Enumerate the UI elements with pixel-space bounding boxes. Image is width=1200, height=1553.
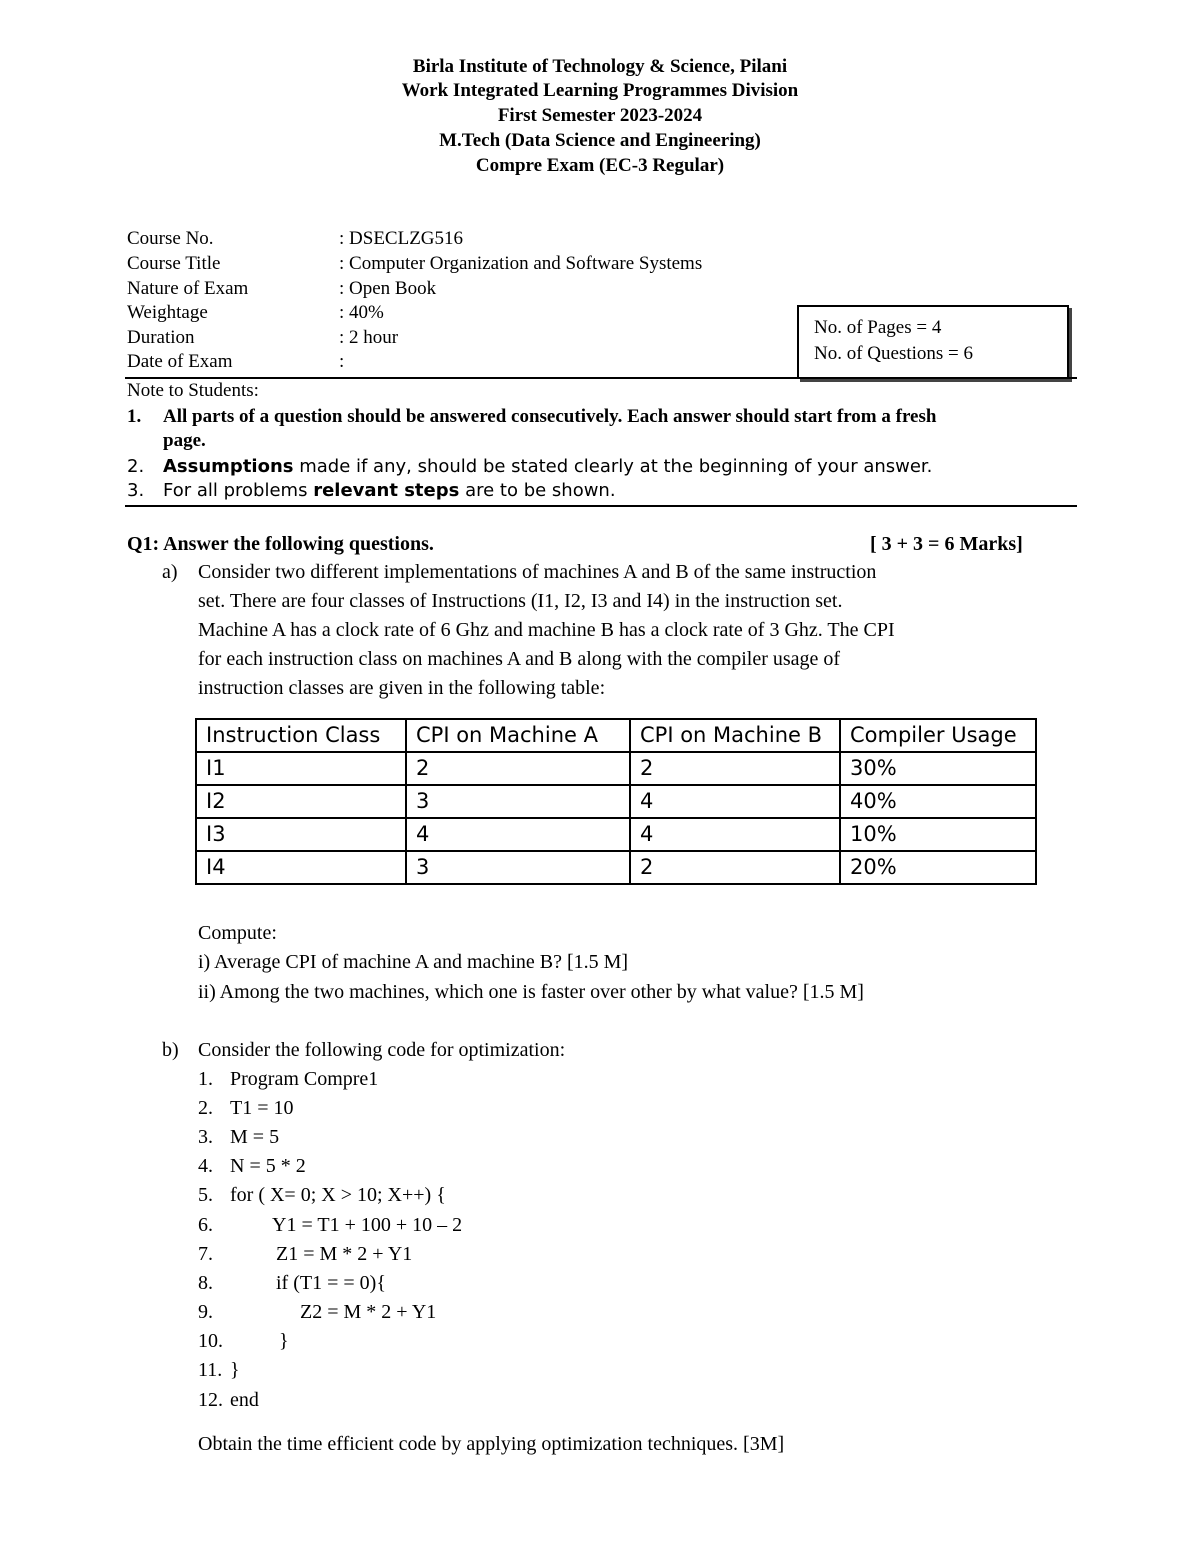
table-cell: 2 — [406, 752, 630, 785]
note-1-text-cont: page. — [163, 430, 206, 451]
q1a-line-1: Consider two different implementations of machines A and B of the same instruction — [198, 561, 877, 583]
compute-part-i: i) Average CPI of machine A and machine B? [1.5 M] — [198, 951, 629, 973]
note-2-bold: Assumptions — [163, 456, 294, 477]
table-header-row — [196, 719, 1036, 752]
header-cpi-b: CPI on Machine B — [630, 719, 840, 752]
note-2-text: made if any, should be stated clearly at the beginning of your answer. — [293, 456, 933, 477]
duration-value: : 2 hour — [339, 327, 399, 348]
note-3-pre: For all problems — [163, 480, 314, 501]
header-cpi-a: CPI on Machine A — [406, 719, 630, 752]
code-line: M = 5 — [230, 1126, 280, 1148]
table-cell: 3 — [406, 851, 630, 884]
compute-part-ii: ii) Among the two machines, which one is faster over other by what value? [1.5 M] — [198, 981, 864, 1003]
exam-nature-value: : Open Book — [339, 278, 437, 299]
q1b-task: Obtain the time efficient code by applying optimization techniques. [3M] — [198, 1433, 785, 1455]
table-cell: I1 — [196, 752, 406, 785]
q1b-intro: Consider the following code for optimization: — [198, 1039, 566, 1061]
weightage-value: : 40% — [339, 302, 384, 323]
page-count: No. of Pages = 4 — [814, 317, 942, 338]
q1b-label: b) — [162, 1039, 179, 1061]
code-line: Z2 = M * 2 + Y1 — [300, 1301, 437, 1323]
table-cell: I3 — [196, 818, 406, 851]
table-cell: 2 — [630, 752, 840, 785]
table-cell: I2 — [196, 785, 406, 818]
table-cell: 40% — [840, 785, 1036, 818]
exam-date-label: Date of Exam — [127, 351, 233, 372]
code-line-number: 7. — [198, 1243, 213, 1265]
header-compiler-usage: Compiler Usage — [840, 719, 1036, 752]
notes-title: Note to Students: — [127, 380, 259, 401]
division-name: Work Integrated Learning Programmes Division — [401, 80, 799, 101]
code-line-number: 4. — [198, 1155, 213, 1177]
exam-date-value: : — [339, 351, 345, 372]
pages-box — [797, 305, 1069, 379]
note-3 — [163, 480, 616, 501]
code-line: Z1 = M * 2 + Y1 — [276, 1243, 413, 1265]
q1a-line-4: for each instruction class on machines A and B along with the compiler usage of — [198, 648, 841, 670]
course-no-value: : DSECLZG516 — [339, 228, 464, 249]
table-row — [196, 818, 1036, 851]
code-line: for ( X= 0; X > 10; X++) { — [230, 1184, 446, 1206]
code-line-number: 9. — [198, 1301, 213, 1323]
code-line-number: 6. — [198, 1214, 213, 1236]
table-row — [196, 851, 1036, 884]
q1a-line-2: set. There are four classes of Instructions (I1, I2, I3 and I4) in the instruction set. — [198, 590, 843, 612]
code-line-number: 3. — [198, 1126, 213, 1148]
table-cell: 3 — [406, 785, 630, 818]
divider-bottom — [125, 505, 1077, 507]
code-line-number: 5. — [198, 1184, 213, 1206]
table-row — [196, 785, 1036, 818]
code-line: end — [230, 1389, 259, 1411]
code-line: N = 5 * 2 — [230, 1155, 306, 1177]
course-no-label: Course No. — [127, 228, 214, 249]
code-line-number: 1. — [198, 1068, 213, 1090]
code-line-number: 11. — [198, 1359, 223, 1381]
code-line-number: 2. — [198, 1097, 213, 1119]
note-1-text: All parts of a question should be answered consecutively. Each answer should start from a fresh — [163, 406, 937, 427]
exam-nature-label: Nature of Exam — [127, 278, 249, 299]
note-1-number: 1. — [127, 406, 142, 427]
cpi-table — [195, 718, 1037, 885]
course-title-label: Course Title — [127, 253, 221, 274]
compute-label: Compute: — [198, 922, 277, 944]
table-cell: 4 — [630, 785, 840, 818]
table-cell: 20% — [840, 851, 1036, 884]
q1a-line-5: instruction classes are given in the following table: — [198, 677, 606, 699]
q1a-line-3: Machine A has a clock rate of 6 Ghz and machine B has a clock rate of 3 Ghz. The CPI — [198, 619, 895, 641]
question-count: No. of Questions = 6 — [814, 343, 974, 364]
exam-name: Compre Exam (EC-3 Regular) — [475, 155, 725, 176]
note-3-bold: relevant steps — [313, 480, 460, 501]
programme: M.Tech (Data Science and Engineering) — [439, 130, 761, 151]
table-cell: I4 — [196, 851, 406, 884]
duration-label: Duration — [127, 327, 195, 348]
header-instruction-class: Instruction Class — [196, 719, 406, 752]
code-line: if (T1 = = 0){ — [276, 1272, 386, 1294]
code-line: } — [230, 1359, 240, 1381]
table-cell: 30% — [840, 752, 1036, 785]
course-title-value: : Computer Organization and Software Systems — [339, 253, 703, 274]
weightage-label: Weightage — [127, 302, 208, 323]
table-cell: 4 — [630, 818, 840, 851]
note-3-number: 3. — [127, 480, 145, 501]
code-line-number: 8. — [198, 1272, 213, 1294]
note-3-post: are to be shown. — [459, 480, 616, 501]
divider-top — [125, 377, 1077, 379]
semester: First Semester 2023-2024 — [497, 105, 703, 126]
table-row — [196, 752, 1036, 785]
note-2-number: 2. — [127, 456, 145, 477]
note-2 — [163, 456, 932, 477]
code-line: Program Compre1 — [230, 1068, 379, 1090]
table-cell: 10% — [840, 818, 1036, 851]
q1-marks: [ 3 + 3 = 6 Marks] — [870, 533, 1023, 555]
institute-name: Birla Institute of Technology & Science, Pilani — [412, 56, 788, 77]
table-cell: 2 — [630, 851, 840, 884]
table-cell: 4 — [406, 818, 630, 851]
code-line: Y1 = T1 + 100 + 10 – 2 — [272, 1214, 463, 1236]
code-line: } — [279, 1330, 289, 1352]
code-line: T1 = 10 — [230, 1097, 294, 1119]
code-line-number: 10. — [198, 1330, 223, 1352]
code-line-number: 12. — [198, 1389, 223, 1411]
q1a-label: a) — [162, 561, 178, 583]
q1-title: Q1: Answer the following questions. — [127, 533, 434, 555]
